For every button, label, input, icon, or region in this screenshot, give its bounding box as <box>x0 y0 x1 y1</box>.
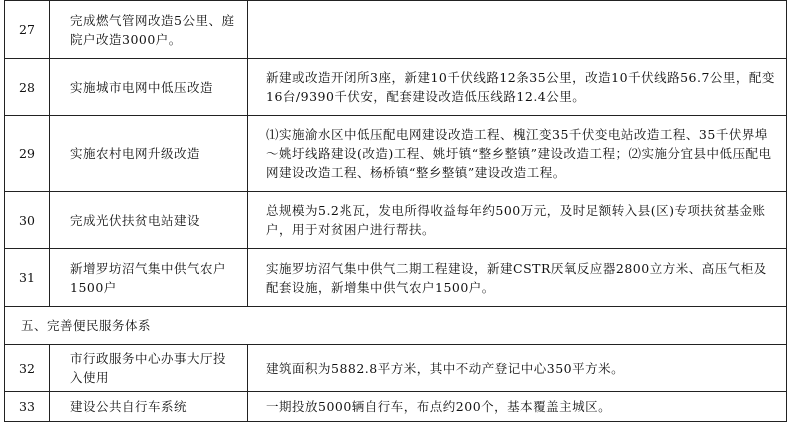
project-description: ⑴实施渝水区中低压配电网建设改造工程、槐江变35千伏变电站改造工程、35千伏界埠～姚圩线路建设(改造)工程、姚圩镇“整乡整镇”建设改造工程；⑵实施分宜县中低压配电网建设改造工程、杨桥镇“整乡整镇”建设改造工程。 <box>248 116 787 192</box>
row-number: 31 <box>5 249 50 307</box>
project-description: 实施罗坊沼气集中供气二期工程建设，新建CSTR厌氧反应器2800立方米、高压气柜及配套设施，新增集中供气农户1500户。 <box>248 249 787 307</box>
project-name: 实施农村电网升级改造 <box>50 116 248 192</box>
section-title: 五、完善便民服务体系 <box>5 307 787 345</box>
project-name: 建设公共自行车系统 <box>50 392 248 422</box>
project-description: 新建或改造开闭所3座，新建10千伏线路12条35公里，改造10千伏线路56.7公里，配变16台/9390千伏安，配套建设改造低压线路12.4公里。 <box>248 59 787 116</box>
project-name: 新增罗坊沼气集中供气农户1500户 <box>50 249 248 307</box>
table-row <box>5 116 787 192</box>
project-name: 完成燃气管网改造5公里、庭院户改造3000户。 <box>50 1 248 59</box>
table-row <box>5 249 787 307</box>
table-row <box>5 392 787 422</box>
table-row <box>5 59 787 116</box>
project-name: 实施城市电网中低压改造 <box>50 59 248 116</box>
project-description: 一期投放5000辆自行车，布点约200个，基本覆盖主城区。 <box>248 392 787 422</box>
table-row <box>5 192 787 249</box>
project-description <box>248 1 787 59</box>
row-number: 29 <box>5 116 50 192</box>
project-name: 市行政服务中心办事大厅投入使用 <box>50 345 248 392</box>
row-number: 28 <box>5 59 50 116</box>
row-number: 33 <box>5 392 50 422</box>
row-number: 27 <box>5 1 50 59</box>
project-name: 完成光伏扶贫电站建设 <box>50 192 248 249</box>
section-header-row <box>5 307 787 345</box>
project-description: 建筑面积为5882.8平方米，其中不动产登记中心350平方米。 <box>248 345 787 392</box>
table-row <box>5 345 787 392</box>
project-description: 总规模为5.2兆瓦，发电所得收益每年约500万元，及时足额转入县(区)专项扶贫基金账户，用于对贫困户进行帮扶。 <box>248 192 787 249</box>
table-row <box>5 1 787 59</box>
row-number: 32 <box>5 345 50 392</box>
row-number: 30 <box>5 192 50 249</box>
project-table <box>4 0 787 422</box>
